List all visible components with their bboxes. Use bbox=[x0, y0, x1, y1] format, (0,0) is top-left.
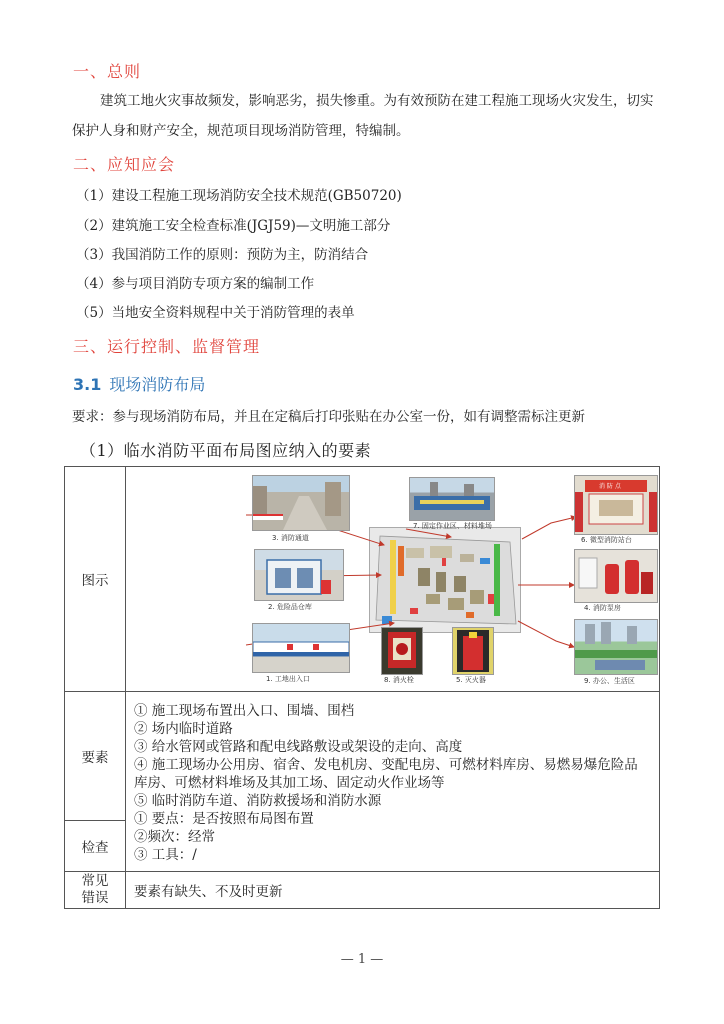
list-item: （1）建设工程施工现场消防安全技术规范(GB50720) bbox=[76, 188, 402, 204]
caption-site-entrance: 1. 工地出入口 bbox=[266, 675, 310, 683]
fire-pump-room-photo bbox=[574, 549, 658, 603]
section-1-body: 建筑工地火灾事故频发，影响恶劣，损失惨重。为有效预防在建工程施工现场火灾发生，切实保护人身和财产安全，规范项目现场消防管理，特编制。 bbox=[72, 93, 654, 139]
hazmat-warehouse-photo bbox=[254, 549, 344, 601]
caption-fire-extinguisher: 5. 灭火器 bbox=[456, 676, 486, 684]
items-row-label: 要素 bbox=[65, 692, 126, 821]
figure-row-label: 图示 bbox=[65, 467, 126, 692]
check-item: ③ 工具：/ bbox=[134, 846, 197, 863]
fire-layout-table bbox=[64, 466, 660, 909]
check-item: ① 要点：是否按照布局图布置 bbox=[134, 810, 314, 827]
caption-office-living-area: 9. 办公、生活区 bbox=[584, 677, 635, 685]
section-3-title: 三、运行控制、监督管理 bbox=[73, 337, 261, 356]
element-item: ① 施工现场布置出入口、围墙、围档 bbox=[134, 702, 355, 719]
site-entrance-photo bbox=[252, 623, 350, 673]
list-item: （4）参与项目消防专项方案的编制工作 bbox=[76, 276, 315, 292]
list-item: （5）当地安全资料规程中关于消防管理的表单 bbox=[76, 305, 355, 321]
fire-lane-photo bbox=[252, 475, 350, 531]
check-item: ②频次：经常 bbox=[134, 828, 215, 845]
subsection-title: 现场消防布局 bbox=[109, 375, 206, 394]
caption-fire-lane: 3. 消防通道 bbox=[272, 534, 309, 542]
section-1-title: 一、总则 bbox=[73, 62, 142, 81]
sign-label: 消 防 点 bbox=[599, 483, 621, 490]
list-item: （3）我国消防工作的原则：预防为主，防消结合 bbox=[76, 247, 369, 263]
element-item: ③ 给水管网或管路和配电线路敷设或架设的走向、高度 bbox=[134, 738, 463, 755]
element-item: ② 场内临时道路 bbox=[134, 720, 233, 737]
subsection-3-1-heading bbox=[73, 372, 205, 395]
micro-fire-station-photo bbox=[574, 475, 658, 535]
office-living-area-photo bbox=[574, 619, 658, 675]
caption-hazmat-warehouse: 2. 危险品仓库 bbox=[268, 603, 312, 611]
error-cell: 要素有缺失、不及时更新 bbox=[126, 872, 660, 909]
caption-fire-hydrant: 8. 消火栓 bbox=[384, 676, 414, 684]
subsection-number: 3.1 bbox=[73, 375, 102, 394]
error-label-line-2: 错误 bbox=[81, 890, 109, 906]
work-area-photo bbox=[409, 477, 495, 521]
list-item: （2）建筑施工安全检查标准(JGJ59)—文明施工部分 bbox=[76, 218, 391, 234]
section-2-title: 二、应知应会 bbox=[73, 155, 176, 174]
error-label-line-1: 常见 bbox=[81, 873, 109, 889]
requirement-text: 要求：参与现场消防布局，并且在定稿后打印张贴在办公室一份，如有调整需标注更新 bbox=[72, 409, 585, 425]
items-cell bbox=[126, 692, 660, 872]
check-row-label: 检查 bbox=[65, 821, 126, 872]
caption-work-area: 7. 固定作业区、材料堆场 bbox=[413, 522, 492, 530]
page-number: — 1 — bbox=[340, 952, 384, 967]
layout-figure bbox=[126, 467, 660, 692]
fire-extinguisher-photo bbox=[452, 627, 494, 675]
element-item: ④ 施工现场办公用房、宿舍、发电机房、变配电房、可燃材料库房、易燃易爆危险品库房、可燃材料堆场及其加工场、固定动火作业场等 bbox=[134, 756, 638, 791]
fire-hydrant-photo bbox=[381, 627, 423, 675]
error-row-label bbox=[65, 872, 126, 909]
table-subtitle: （1）临水消防平面布局图应纳入的要素 bbox=[80, 441, 372, 460]
caption-micro-fire-station: 6. 微型消防站台 bbox=[581, 536, 632, 544]
element-item: ⑤ 临时消防车道、消防救援场和消防水源 bbox=[134, 792, 382, 809]
caption-fire-pump-room: 4. 消防泵房 bbox=[584, 604, 621, 612]
